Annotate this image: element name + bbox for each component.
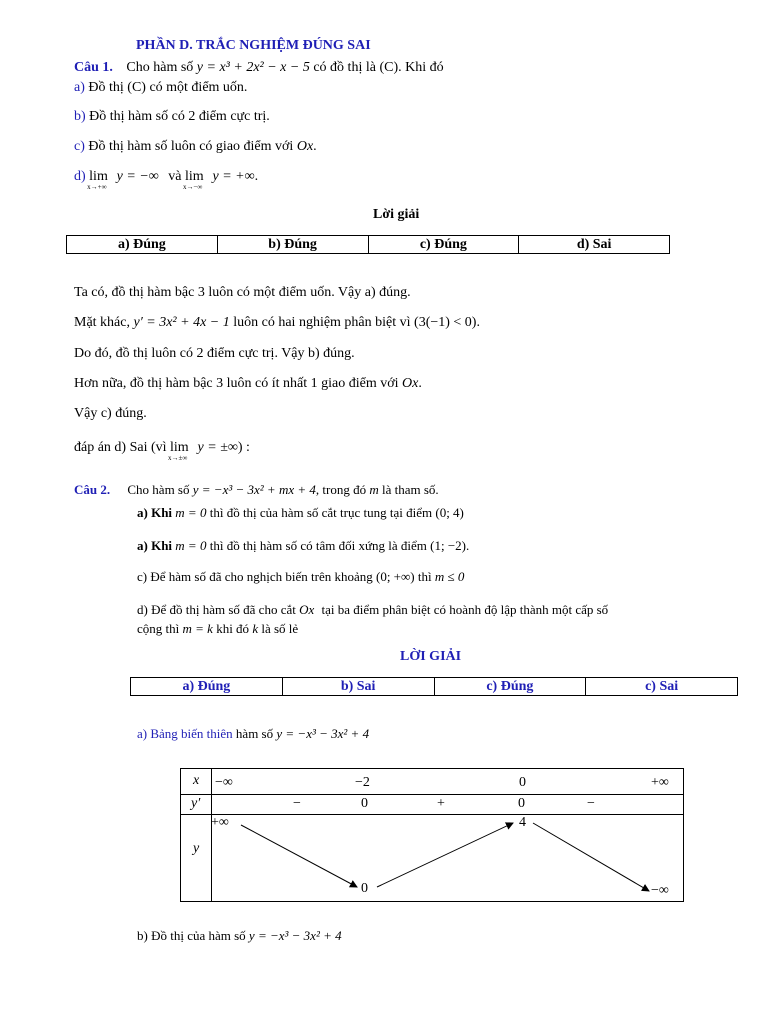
section-heading: PHẦN D. TRẮC NGHIỆM ĐÚNG SAI	[136, 38, 371, 53]
question-2-label: Câu 2.	[74, 482, 111, 497]
q1-sol4-b: .	[418, 376, 422, 391]
q1-sol4-a: Hơn nữa, đồ thị hàm bậc 3 luôn có ít nhất 1 giao điểm với	[74, 376, 399, 391]
q2-sa-formula: y = −x³ − 3x² + 4	[276, 726, 370, 741]
q2-answer-a: a) Đúng	[131, 678, 283, 696]
q1-sol2-b: luôn có hai nghiệm phân biệt vì	[233, 315, 411, 330]
q1-statement-a	[74, 80, 247, 96]
q1-sol6-lim	[168, 440, 194, 462]
q1-sol2-math: y′ = 3x² + 4x − 1	[133, 315, 230, 330]
q2-d-text-3: cộng thì	[137, 621, 180, 636]
q2-statement-c	[137, 569, 464, 585]
q1-solution-title: Lời giải	[373, 207, 420, 222]
q2-formula: y = −x³ − 3x² + mx + 4	[192, 482, 316, 497]
q1-solution-line-2	[74, 315, 480, 331]
q2-statement-a1	[137, 505, 464, 521]
q1-answer-a: a) Đúng	[67, 236, 218, 254]
bbt-sign-4: 0	[518, 796, 525, 811]
bbt-y-zero: 0	[361, 881, 368, 896]
q2-d-text-2: tại ba điểm phân biệt có hoành độ lập thành một cấp số	[321, 602, 609, 617]
bbt-label-x: x	[193, 773, 200, 788]
q2-a1-text: thì đồ thị của hàm số cắt trục tung tại điểm	[209, 505, 433, 520]
q1-answer-table	[66, 235, 670, 254]
bbt-arrow-decrease-2	[533, 823, 649, 891]
q1-statement-b	[74, 109, 270, 125]
q2-a2-point: (1; −2)	[430, 538, 467, 553]
q2-d-text-5: là số lẻ	[261, 621, 299, 636]
q2-c-then: thì	[417, 569, 432, 584]
q2-d-mk: m = k	[182, 621, 213, 636]
q1-c-end: .	[313, 139, 317, 154]
q2-c-condition: m ≤ 0	[434, 569, 465, 584]
q1-d-and: và	[168, 169, 182, 184]
variation-table	[180, 768, 684, 902]
bbt-y-four: 4	[519, 815, 526, 830]
bbt-x-minus-2: −2	[355, 775, 370, 790]
bbt-label-yprime: y′	[191, 796, 201, 811]
q1-c-math: Ox	[296, 139, 314, 154]
q1-sol6-expr: y = ±∞	[197, 440, 238, 455]
bbt-arrow-increase	[377, 823, 513, 887]
question-1-label: Câu 1.	[74, 60, 113, 75]
q2-d-k: k	[252, 621, 259, 636]
q2-statement-d-line1	[137, 602, 608, 618]
q1-b-label: b)	[74, 109, 86, 124]
q1-d-lim1-word: lim	[89, 169, 108, 184]
bbt-sign-5: −	[587, 796, 595, 811]
q2-answer-c: c) Đúng	[434, 678, 586, 696]
q1-sol2-a: Mặt khác,	[74, 315, 130, 330]
q2-c-text: c) Để hàm số đã cho nghịch biến trên khoảng	[137, 569, 373, 584]
q2-answer-b: b) Sai	[282, 678, 434, 696]
q1-formula: y = x³ + 2x² − x − 5	[196, 60, 310, 75]
q1-c-label: c)	[74, 139, 85, 154]
q1-a-label: a)	[74, 80, 85, 95]
q1-a-text: Đồ thị (C) có một điểm uốn.	[88, 80, 248, 95]
bbt-arrows	[181, 769, 683, 901]
bbt-y-neg-inf: −∞	[651, 883, 669, 898]
q1-sol2-math2: (3(−1) < 0)	[414, 315, 477, 330]
q1-sol6-b: ) :	[237, 440, 250, 455]
q2-intro-b: , trong đó	[315, 482, 367, 497]
bbt-sign-1: −	[293, 796, 301, 811]
bbt-x-zero: 0	[519, 775, 526, 790]
q2-a2-end: .	[466, 538, 470, 553]
q2-a2-label: a) Khi	[137, 538, 173, 553]
q1-answer-b: b) Đúng	[217, 236, 368, 254]
q1-d-end: .	[254, 169, 259, 184]
q2-a2-text: thì đồ thị hàm số có tâm đối xứng là điểm	[209, 538, 427, 553]
q1-intro: Cho hàm số	[126, 60, 194, 75]
q2-solution-b-line	[137, 928, 342, 944]
q2-statement-a2	[137, 538, 469, 554]
q2-a1-label: a) Khi	[137, 505, 173, 520]
bbt-y-pos-inf: +∞	[211, 815, 229, 830]
bbt-x-neg-inf: −∞	[215, 775, 233, 790]
q2-a1-point: (0; 4)	[435, 505, 464, 520]
q1-sol6-a: đáp án d) Sai (vì	[74, 440, 167, 455]
q1-sol2-c: .	[476, 315, 480, 330]
q2-answer-table	[130, 677, 738, 696]
q1-b-text: Đồ thị hàm số có 2 điểm cực trị.	[89, 109, 270, 124]
q1-intro-end: có đồ thị là (C). Khi đó	[313, 60, 444, 75]
q2-a2-m: m = 0	[175, 538, 207, 553]
bbt-x-pos-inf: +∞	[651, 775, 669, 790]
bbt-sign-2: 0	[361, 796, 368, 811]
q1-d-lim2	[182, 169, 209, 191]
q1-solution-line-3: Do đó, đồ thị luôn có 2 điểm cực trị. Vậy b) đúng.	[74, 346, 355, 361]
q1-sol6-lim-word: lim	[170, 440, 189, 455]
bbt-arrow-decrease-1	[241, 825, 357, 887]
q1-d-expr1: y = −∞	[116, 169, 159, 184]
q1-solution-line-4	[74, 376, 422, 392]
q2-a1-m: m = 0	[175, 505, 207, 520]
q2-sa-label: a) Bảng biến thiên	[137, 726, 233, 741]
question-1-stem	[74, 60, 444, 76]
q1-d-expr2: y = +∞	[212, 169, 255, 184]
q1-answer-d: d) Sai	[519, 236, 670, 254]
q1-sol4-math: Ox	[402, 376, 419, 391]
q2-solution-a-line	[137, 726, 369, 742]
q2-d-text-1: d) Để đồ thị hàm số đã cho cắt	[137, 602, 296, 617]
q2-sb-formula: y = −x³ − 3x² + 4	[248, 928, 342, 943]
q1-solution-line-6	[74, 440, 250, 466]
q1-d-lim2-word: lim	[184, 169, 204, 184]
q1-statement-d	[74, 169, 258, 195]
q1-sol6-lim-sub: x→±∞	[168, 454, 188, 462]
q2-sb-text: b) Đồ thị của hàm số	[137, 928, 246, 943]
q1-d-lim1	[87, 169, 113, 191]
question-2-stem	[74, 482, 439, 498]
q2-sa-text: hàm số	[235, 726, 274, 741]
q1-solution-line-1: Ta có, đồ thị hàm bậc 3 luôn có một điểm uốn. Vậy a) đúng.	[74, 285, 411, 300]
q2-m: m	[369, 482, 379, 497]
q2-d-ox: Ox	[299, 602, 315, 617]
q2-c-interval: (0; +∞)	[375, 569, 415, 584]
q2-solution-title: LỜI GIẢI	[400, 649, 462, 664]
q1-answer-c: c) Đúng	[368, 236, 519, 254]
q1-statement-c	[74, 139, 317, 155]
q1-d-lim1-sub: x→+∞	[87, 183, 107, 191]
q2-intro-c: là tham số.	[381, 482, 439, 497]
q2-intro: Cho hàm số	[127, 482, 190, 497]
q2-statement-d-line2	[137, 621, 298, 637]
bbt-sign-3: +	[437, 796, 445, 811]
q1-solution-line-5: Vậy c) đúng.	[74, 406, 147, 421]
q2-d-text-4: khi đó	[216, 621, 250, 636]
q1-d-label: d)	[74, 169, 86, 184]
bbt-label-y: y	[193, 841, 200, 856]
q1-d-lim2-sub: x→−∞	[182, 183, 203, 191]
q2-answer-d: c) Sai	[586, 678, 738, 696]
q1-c-text: Đồ thị hàm số luôn có giao điểm với	[88, 139, 294, 154]
